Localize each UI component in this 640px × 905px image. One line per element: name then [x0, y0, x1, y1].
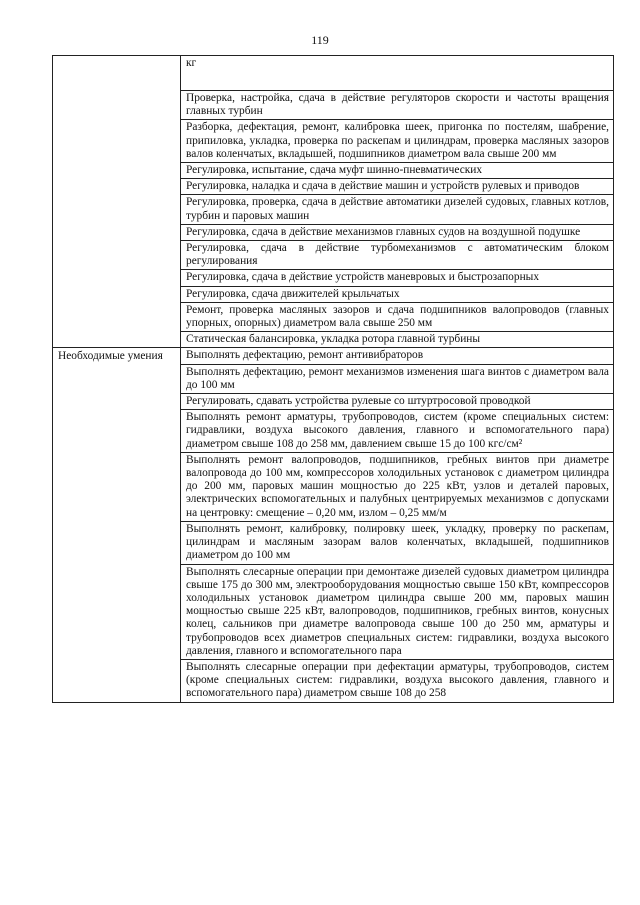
table-cell: кг	[181, 56, 614, 91]
table-cell: Выполнять ремонт, калибровку, полировку шеек, укладку, проверку по раскепам, цилиндрам и масляным зазорам валов коленчатых, вкладышей, подшипников диаметром до 100 мм	[181, 521, 614, 564]
table-cell: Статическая балансировка, укладка ротора главной турбины	[181, 332, 614, 348]
requirements-table	[52, 55, 614, 703]
table-cell: Регулировка, наладка и сдача в действие машин и устройств рулевых и приводов	[181, 179, 614, 195]
page-number: 119	[311, 33, 329, 47]
table-row	[53, 56, 614, 91]
table-cell: Выполнять слесарные операции при демонтаже дизелей судовых диаметром цилиндра свыше 175 до 300 мм, электрооборудования мощностью свыше 150 кВт, компрессоров холодильных установок диаметром цилиндра свыше 200 мм, паровых машин мощностью свыше 225 кВт, валопроводов, подшипников, гребных винтов, конусных колец, сальников при диаметре валопровода свыше 100 до 250 мм, арматуры и трубопроводов всех диаметров специальных систем: гидравлики, воздуха высокого давления, главного и вспомогательного пара	[181, 564, 614, 659]
table-cell: Регулировка, проверка, сдача в действие автоматики дизелей судовых, главных котлов, турбин и паровых машин	[181, 195, 614, 224]
table-body	[53, 56, 614, 703]
table-cell: Ремонт, проверка масляных зазоров и сдача подшипников валопроводов (главных упорных, опорных) диаметром вала свыше 250 мм	[181, 302, 614, 331]
table-row	[53, 348, 614, 364]
table-cell: Выполнять ремонт арматуры, трубопроводов, систем (кроме специальных систем: гидравлики, воздуха высокого давления, главного и вспомогательного пара) диаметром свыше 108 до 258 мм, давлением свыше 15 до 100 кгс/см²	[181, 410, 614, 453]
table-cell: Выполнять слесарные операции при дефектации арматуры, трубопроводов, систем (кроме специальных систем: гидравлики, воздуха высокого давления, главного и вспомогательного пара) диаметром свыше 108 до 258	[181, 659, 614, 702]
table-cell: Выполнять дефектацию, ремонт механизмов изменения шага винтов с диаметром вала до 100 мм	[181, 364, 614, 393]
empty-label-cell	[53, 56, 181, 348]
table-cell: Регулировка, испытание, сдача муфт шинно-пневматических	[181, 163, 614, 179]
table-cell: Проверка, настройка, сдача в действие регуляторов скорости и частоты вращения главных турбин	[181, 91, 614, 120]
table-cell: Выполнять дефектацию, ремонт антивибраторов	[181, 348, 614, 364]
table-cell: Регулировать, сдавать устройства рулевые со штуртросовой проводкой	[181, 394, 614, 410]
table-cell: Регулировка, сдача в действие механизмов главных судов на воздушной подушке	[181, 224, 614, 240]
skills-label: Необходимые умения	[53, 348, 181, 702]
table-cell: Выполнять ремонт валопроводов, подшипников, гребных винтов при диаметре валопровода до 100 мм, компрессоров холодильных установок с диаметром цилиндра до 200 мм, паровых машин мощностью до 225 кВт, узлов и деталей паровых, электрических вспомогательных и палубных центрируемых механизмов с допусками на центровку: смещение – 0,20 мм, излом – 0,25 мм/м	[181, 452, 614, 521]
table-cell: Регулировка, сдача в действие устройств маневровых и быстрозапорных	[181, 270, 614, 286]
table-cell: Регулировка, сдача движителей крыльчатых	[181, 286, 614, 302]
table-cell: Разборка, дефектация, ремонт, калибровка шеек, пригонка по постелям, шабрение, припиловка, укладка, проверка по раскепам и цилиндрам, проверка масляных зазоров валов коленчатых, вкладышей, подшипников диаметром вала свыше 200 мм	[181, 120, 614, 163]
table-cell: Регулировка, сдача в действие турбомеханизмов с автоматическим блоком регулирования	[181, 241, 614, 270]
